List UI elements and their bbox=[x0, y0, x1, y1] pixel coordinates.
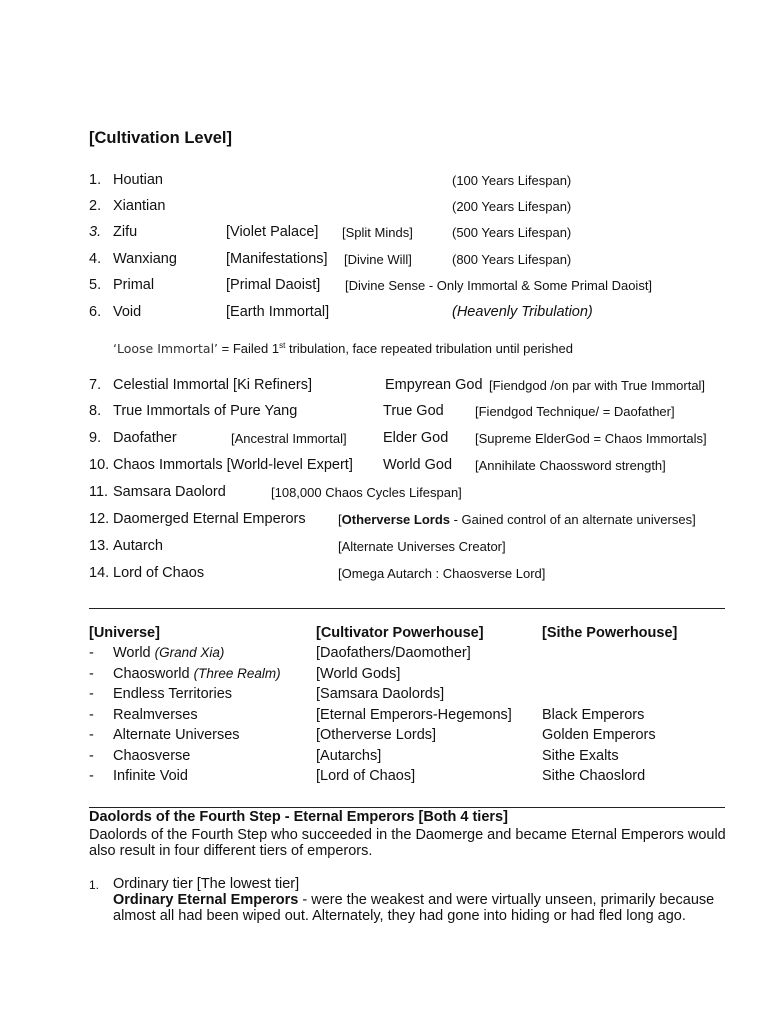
god-rank: Empyrean God bbox=[385, 377, 483, 393]
loose-immortal-note bbox=[113, 341, 573, 356]
cultivator-cell: [Daofathers/Daomother] bbox=[316, 645, 471, 661]
level-number: 1. bbox=[89, 172, 102, 188]
sithe-cell: Golden Emperors bbox=[542, 727, 656, 743]
loose-note-sup: st bbox=[279, 341, 286, 350]
sithe-cell: Sithe Exalts bbox=[542, 748, 619, 764]
cultivator-cell: [Lord of Chaos] bbox=[316, 768, 416, 784]
cultivator-cell: [Otherverse Lords] bbox=[316, 727, 437, 743]
section-paragraph-line: Daolords of the Fourth Step who succeeded in the Daomerge and became Eternal Emperors would bbox=[89, 827, 726, 843]
level-lifespan: (100 Years Lifespan) bbox=[452, 173, 572, 188]
level-note: [Alternate Universes Creator] bbox=[338, 539, 506, 554]
god-note: [Supreme ElderGod = Chaos Immortals] bbox=[475, 431, 707, 446]
section-divider bbox=[89, 807, 725, 808]
section-paragraph-line: also result in four different tiers of emperors. bbox=[89, 843, 373, 859]
bullet-dash: - bbox=[89, 645, 94, 661]
item-title: Ordinary tier [The lowest tier] bbox=[113, 876, 300, 892]
level-lifespan: [108,000 Chaos Cycles Lifespan] bbox=[271, 485, 462, 500]
cultivator-cell: [Autarchs] bbox=[316, 748, 382, 764]
god-note: [Annihilate Chaossword strength] bbox=[475, 458, 666, 473]
level-tribulation: (Heavenly Tribulation) bbox=[452, 304, 593, 320]
bullet-dash: - bbox=[89, 707, 94, 723]
cultivator-cell: [Samsara Daolords] bbox=[316, 686, 445, 702]
level-ability: [Divine Will] bbox=[344, 252, 412, 267]
loose-note-text-rest: tribulation, face repeated tribulation until perished bbox=[285, 341, 573, 356]
loose-immortal-term: ‘Loose Immortal’ bbox=[113, 341, 219, 356]
universe-cell: Infinite Void bbox=[113, 768, 188, 784]
level-name: Daomerged Eternal Emperors bbox=[113, 511, 306, 527]
level-name: Celestial Immortal [Ki Refiners] bbox=[113, 377, 313, 393]
level-name: Daofather bbox=[113, 430, 177, 446]
item-description-line: Ordinary Eternal Emperors - were the weakest and were virtually unseen, primarily because bbox=[113, 892, 715, 908]
level-lifespan: (200 Years Lifespan) bbox=[452, 199, 572, 214]
level-number: 11. bbox=[89, 484, 109, 500]
bullet-dash: - bbox=[89, 666, 94, 682]
sithe-cell: Sithe Chaoslord bbox=[542, 768, 646, 784]
table-header-universe: [Universe] bbox=[89, 625, 160, 641]
level-number: 9. bbox=[89, 430, 102, 446]
level-name: Chaos Immortals [World-level Expert] bbox=[113, 457, 353, 473]
god-rank: Elder God bbox=[383, 430, 449, 446]
level-ability: [Split Minds] bbox=[342, 225, 413, 240]
item-description-line: almost all had been wiped out. Alternately, they had gone into hiding or had fled long ago. bbox=[113, 908, 686, 924]
otherverse-lords-term: Otherverse Lords bbox=[341, 512, 450, 527]
level-name: Autarch bbox=[113, 538, 163, 554]
universe-cell: World (Grand Xia) bbox=[113, 645, 225, 661]
level-title: [Earth Immortal] bbox=[226, 304, 330, 320]
table-header-cultivator: [Cultivator Powerhouse] bbox=[316, 625, 484, 641]
god-note: [Fiendgod Technique/ = Daofather] bbox=[475, 404, 675, 419]
level-number: 5. bbox=[89, 277, 102, 293]
level-title: [Primal Daoist] bbox=[226, 277, 321, 293]
level-title: [Violet Palace] bbox=[226, 224, 319, 240]
level-name: Wanxiang bbox=[113, 251, 177, 267]
level-lifespan: (800 Years Lifespan) bbox=[452, 252, 572, 267]
level-number: 6. bbox=[89, 304, 102, 320]
level-name: Lord of Chaos bbox=[113, 565, 205, 581]
level-number: 2. bbox=[89, 198, 102, 214]
universe-cell: Alternate Universes bbox=[113, 727, 240, 743]
bullet-dash: - bbox=[89, 748, 94, 764]
bullet-dash: - bbox=[89, 727, 94, 743]
bullet-dash: - bbox=[89, 686, 94, 702]
section-heading: Daolords of the Fourth Step - Eternal Emperors [Both 4 tiers] bbox=[89, 809, 508, 825]
loose-note-text: = Failed 1 bbox=[218, 341, 280, 356]
cultivator-cell: [World Gods] bbox=[316, 666, 401, 682]
level-name: Houtian bbox=[113, 172, 163, 188]
item-bold-term: Ordinary Eternal Emperors bbox=[113, 892, 299, 908]
page-title: [Cultivation Level] bbox=[89, 129, 233, 147]
level-name: Primal bbox=[113, 277, 155, 293]
level-note: [Omega Autarch : Chaosverse Lord] bbox=[338, 566, 546, 581]
level-title: [Manifestations] bbox=[226, 251, 328, 267]
god-note: [Fiendgod /on par with True Immortal] bbox=[489, 378, 706, 393]
section-divider bbox=[89, 608, 725, 609]
universe-cell: Endless Territories bbox=[113, 686, 233, 702]
level-number: 10. bbox=[89, 457, 110, 473]
level-title: [Ancestral Immortal] bbox=[231, 431, 347, 446]
level-name: True Immortals of Pure Yang bbox=[113, 403, 298, 419]
cultivator-cell: [Eternal Emperors-Hegemons] bbox=[316, 707, 512, 723]
bullet-dash: - bbox=[89, 768, 94, 784]
level-lifespan: (500 Years Lifespan) bbox=[452, 225, 572, 240]
level-number: 3. bbox=[89, 224, 102, 240]
god-rank: World God bbox=[383, 457, 453, 473]
level-name: Xiantian bbox=[113, 198, 166, 214]
universe-cell: Chaosverse bbox=[113, 748, 191, 764]
table-header-sithe: [Sithe Powerhouse] bbox=[542, 625, 678, 641]
level-name: Samsara Daolord bbox=[113, 484, 226, 500]
level-number: 13. bbox=[89, 538, 110, 554]
level-number: 8. bbox=[89, 403, 102, 419]
level-number: 14. bbox=[89, 565, 110, 581]
universe-cell: Chaosworld (Three Realm) bbox=[113, 666, 281, 682]
level-number: 4. bbox=[89, 251, 102, 267]
universe-cell: Realmverses bbox=[113, 707, 198, 723]
god-rank: True God bbox=[383, 403, 444, 419]
item-number: 1. bbox=[89, 878, 100, 892]
sithe-cell: Black Emperors bbox=[542, 707, 645, 723]
level-name: Zifu bbox=[113, 224, 138, 240]
level-note: [Otherverse Lords - Gained control of an alternate universes] bbox=[338, 512, 696, 527]
level-number: 7. bbox=[89, 377, 102, 393]
level-name: Void bbox=[113, 304, 142, 320]
level-ability: [Divine Sense - Only Immortal & Some Primal Daoist] bbox=[345, 278, 653, 293]
level-number: 12. bbox=[89, 511, 110, 527]
